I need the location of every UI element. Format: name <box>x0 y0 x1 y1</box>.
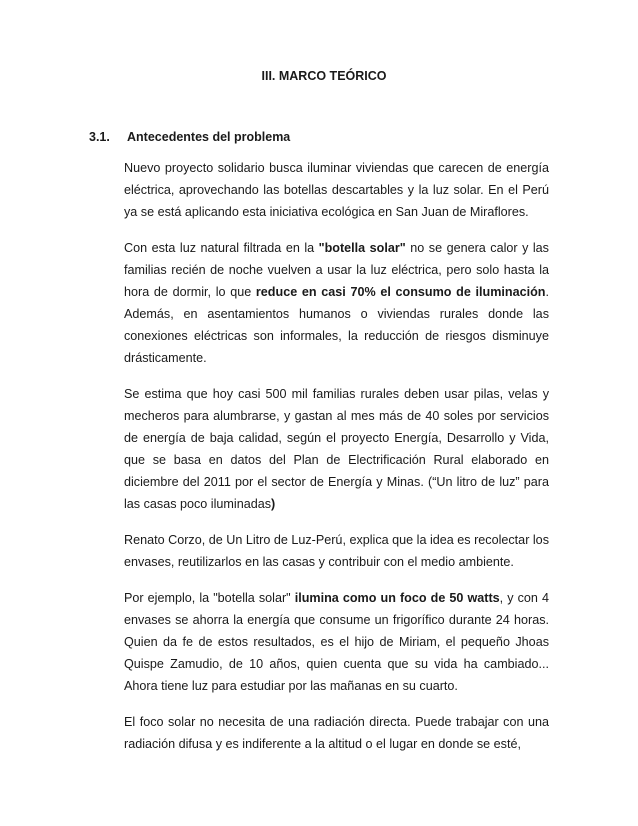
text-segment: Por ejemplo, la "botella solar" <box>124 591 295 605</box>
text-segment: no se genera calor y las familias recién de noche vuelven a usar la luz eléctrica, pero solo hasta la hora de dormir, lo que <box>124 241 549 299</box>
bold-text-segment: "botella solar" <box>318 241 406 255</box>
section-title: Antecedentes del problema <box>127 130 291 144</box>
paragraph <box>124 237 549 369</box>
text-segment: Nuevo proyecto solidario busca iluminar viviendas que carecen de energía eléctrica, aprovechando las botellas descartables y la luz solar. En el Perú ya se está aplicando esta iniciativa ecológica en San Juan de Miraflores. <box>124 161 549 219</box>
bold-text-segment: reduce en casi 70% el consumo de iluminación <box>255 285 546 299</box>
section-body <box>124 157 549 755</box>
text-segment: Renato Corzo, de Un Litro de Luz-Perú, explica que la idea es recolectar los envases, reutilizarlos en las casas y contribuir con el medio ambiente. <box>124 533 549 569</box>
paragraph <box>124 157 549 223</box>
text-segment: . Además, en asentamientos humanos o viviendas rurales donde las conexiones eléctricas son informales, la reducción de riesgos disminuye drásticamente. <box>124 285 550 365</box>
section-number: 3.1. <box>89 130 110 144</box>
paragraph <box>124 587 549 697</box>
paragraph <box>124 383 549 515</box>
paragraph <box>124 711 549 755</box>
chapter-title: III. MARCO TEÓRICO <box>261 69 387 83</box>
paragraph <box>124 529 549 573</box>
section-heading <box>89 130 559 144</box>
text-segment: Con esta luz natural filtrada en la <box>124 241 319 255</box>
text-segment: Se estima que hoy casi 500 mil familias rurales deben usar pilas, velas y mecheros para alumbrarse, y gastan al mes más de 40 soles por servicios de energía de baja calidad, según el proyecto Energía, Desarrollo y Vida, que se basa en datos del Plan de Electrificación Rural elaborado en diciembre del 2011 por el sector de Energía y Minas. (“Un litro de luz” para las casas poco iluminadas <box>124 387 549 511</box>
bold-text-segment: ) <box>271 497 276 511</box>
bold-text-segment: ilumina como un foco de 50 watts <box>294 591 500 605</box>
text-segment: El foco solar no necesita de una radiación directa. Puede trabajar con una radiación difusa y es indiferente a la altitud o el lugar en donde se esté, <box>124 715 549 751</box>
text-segment: , y con 4 envases se ahorra la energía que consume un frigorífico durante 24 horas. Quien da fe de estos resultados, es el hijo de Miriam, el pequeño Jhoas Quispe Zamudio, de 10 años, quien cuenta que su vida ha cambiado... Ahora tiene luz para estudiar por las mañanas en su cuarto. <box>124 591 549 693</box>
